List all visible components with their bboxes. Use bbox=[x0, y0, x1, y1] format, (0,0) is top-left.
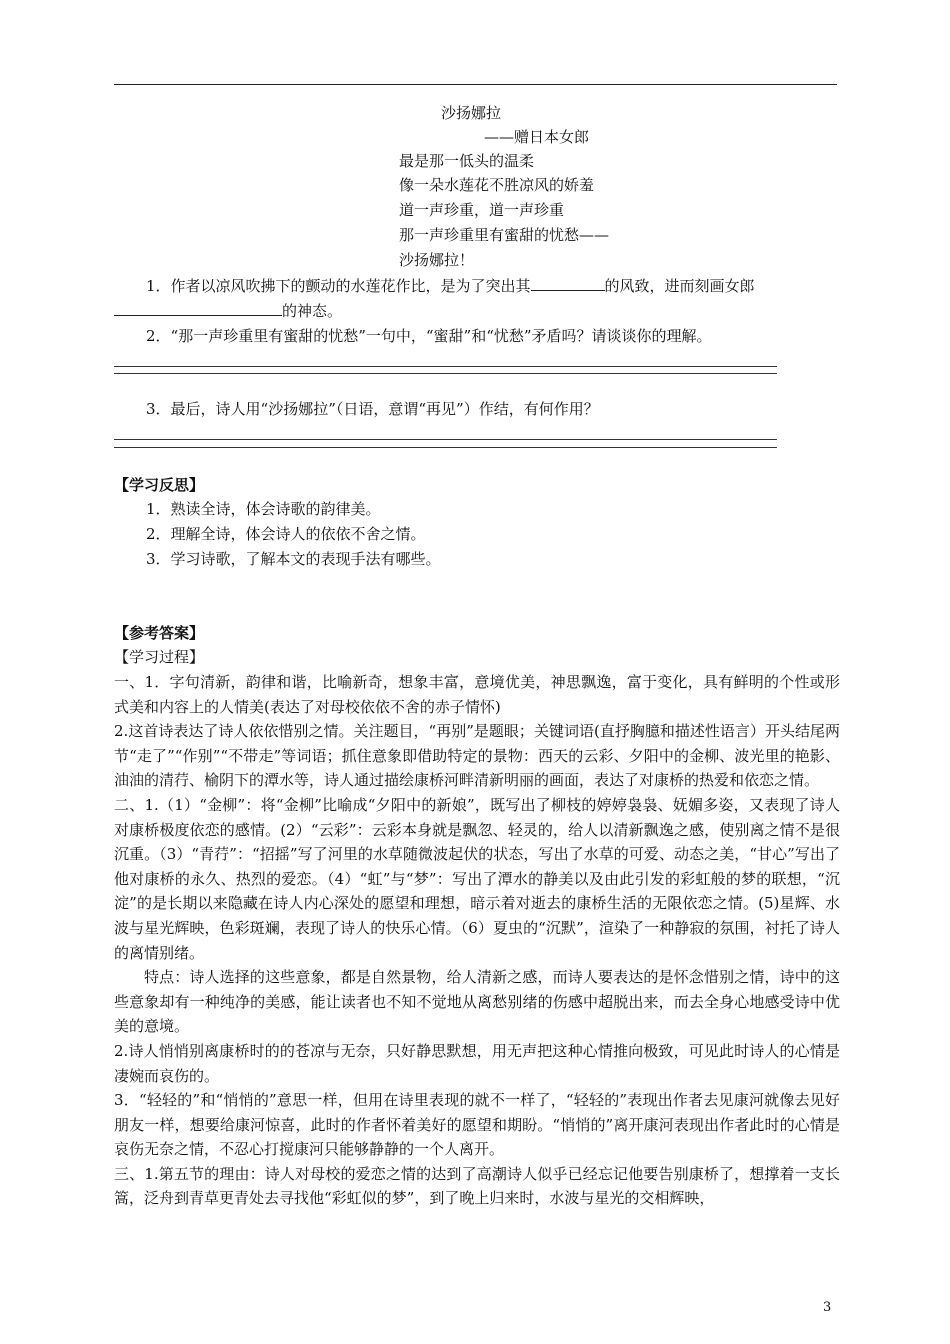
answer-paragraph: 2.这首诗表达了诗人依依惜别之情。关注题目，“再别”是题眼；关键词语(直抒胸臆和描述性语言）开头结尾两节“走了”“作别”“不带走”等词语；抓住意象即借助特定的景物：西天的云彩、夕阳中的金柳、波光里的艳影、油油的清荇、榆阴下的潭水等，诗人通过描绘康桥河畔清新明丽的画面，表达了对康桥的热爱和依恋之情。 bbox=[114, 722, 840, 790]
poem-line: 像一朵水莲花不胜凉风的娇羞 bbox=[399, 176, 595, 194]
question-1-text-2: 的风致，进而刻画女郎 bbox=[604, 277, 755, 295]
question-1-text-3: 的神态。 bbox=[282, 302, 343, 320]
answer-line[interactable] bbox=[114, 439, 777, 440]
poem-subtitle: ——赠日本女郎 bbox=[484, 128, 590, 146]
answer-line[interactable] bbox=[114, 373, 777, 374]
answer-paragraph: 一、1．字句清新，韵律和谐，比喻新奇，想象丰富，意境优美，神思飘逸，富于变化，具有鲜明的个性或形式美和内容上的人情美(表达了对母校依依不舍的赤子情怀) bbox=[114, 673, 840, 716]
reflection-item: 3．学习诗歌，了解本文的表现手法有哪些。 bbox=[146, 550, 441, 568]
header-rule bbox=[114, 84, 837, 85]
answer-paragraph: 2.诗人悄悄别离康桥时的的苍凉与无奈，只好静思默想，用无声把这种心情推向极致，可见此时诗人的心情是凄婉而哀伤的。 bbox=[114, 1041, 840, 1085]
question-3: 3．最后，诗人用“沙扬娜拉”（日语，意谓“再见”）作结，有何作用？ bbox=[146, 400, 599, 418]
answer-paragraph: 3．“轻轻的”和“悄悄的”意思一样，但用在诗里表现的就不一样了，“轻轻的”表现出作者去见康河就像去见好朋友一样，想要给康河惊喜，此时的作者怀着美好的愿望和期盼。“悄悄的”离开康河表现出作者此时的心情是哀伤无奈之情，不忍心打搅康河只能够静静的一个人离开。 bbox=[114, 1091, 840, 1159]
answer-blank[interactable] bbox=[531, 274, 605, 291]
poem-line: 最是那一低头的温柔 bbox=[399, 152, 535, 170]
reflection-heading: 【学习反思】 bbox=[114, 476, 205, 494]
poem-line: 沙扬娜拉！ bbox=[399, 251, 475, 269]
reflection-item: 2．理解全诗，体会诗人的依依不舍之情。 bbox=[146, 525, 426, 543]
page-number: 3 bbox=[823, 1300, 832, 1315]
answer-paragraph: 特点：诗人选择的这些意象，都是自然景物，给人清新之感，而诗人要表达的是怀念惜别之情，诗中的这些意象却有一种纯净的美感，能让读者也不知不觉地从离愁别绪的伤感中超脱出来，而去全身心地感受诗中优美的意境。 bbox=[114, 968, 840, 1036]
answers-body bbox=[114, 670, 840, 1211]
answers-heading: 【参考答案】 bbox=[114, 624, 205, 642]
answers-subheading: 【学习过程】 bbox=[114, 648, 205, 666]
answer-paragraph: 三、1.第五节的理由：诗人对母校的爱恋之情的达到了高潮诗人似乎已经忘记他要告别康桥了，想撑着一支长篙，泛舟到青草更青处去寻找他“彩虹似的梦”，到了晚上归来时，水波与星光的交相辉映， bbox=[114, 1164, 840, 1208]
poem-line: 道一声珍重，道一声珍重 bbox=[399, 201, 565, 219]
question-1-cont bbox=[114, 299, 342, 322]
answer-line[interactable] bbox=[114, 447, 777, 448]
question-1 bbox=[146, 274, 755, 297]
question-2: 2．“那一声珍重里有蜜甜的忧愁”一句中，“蜜甜”和“忧愁”矛盾吗？请谈谈你的理解。 bbox=[146, 327, 712, 345]
poem-line: 那一声珍重里有蜜甜的忧愁—— bbox=[399, 226, 610, 244]
answer-blank[interactable] bbox=[114, 299, 282, 316]
poem-title: 沙扬娜拉 bbox=[441, 104, 502, 122]
reflection-item: 1．熟读全诗，体会诗歌的韵律美。 bbox=[146, 500, 381, 518]
question-1-text: 1．作者以凉风吹拂下的颤动的水莲花作比，是为了突出其 bbox=[146, 277, 531, 295]
answer-line[interactable] bbox=[114, 366, 777, 367]
answer-paragraph: 二、1.（1）“金柳”：将“金柳”比喻成“夕阳中的新娘”，既写出了柳枝的婷婷袅袅、妩媚多姿，又表现了诗人对康桥极度依恋的感情。(2）“云彩”：云彩本身就是飘忽、轻灵的，给人以清新飘逸之感，使别离之情不是很沉重。（3）“青荇”：“招摇”写了河里的水草随微波起伏的状态，写出了水草的可爱、动态之美，“甘心”写出了他对康桥的永久、热烈的爱恋。（4）“虹”与“梦”：写出了潭水的静美以及由此引发的彩虹般的梦的联想，“沉淀”的是长期以来隐藏在诗人内心深处的愿望和理想，暗示着对逝去的康桥生活的无限依恋之情。(5)星辉、水波与星光辉映，色彩斑斓，表现了诗人的快乐心情。（6）夏虫的“沉默”，渲染了一种静寂的氛围，衬托了诗人的离情别绪。 bbox=[114, 795, 840, 962]
